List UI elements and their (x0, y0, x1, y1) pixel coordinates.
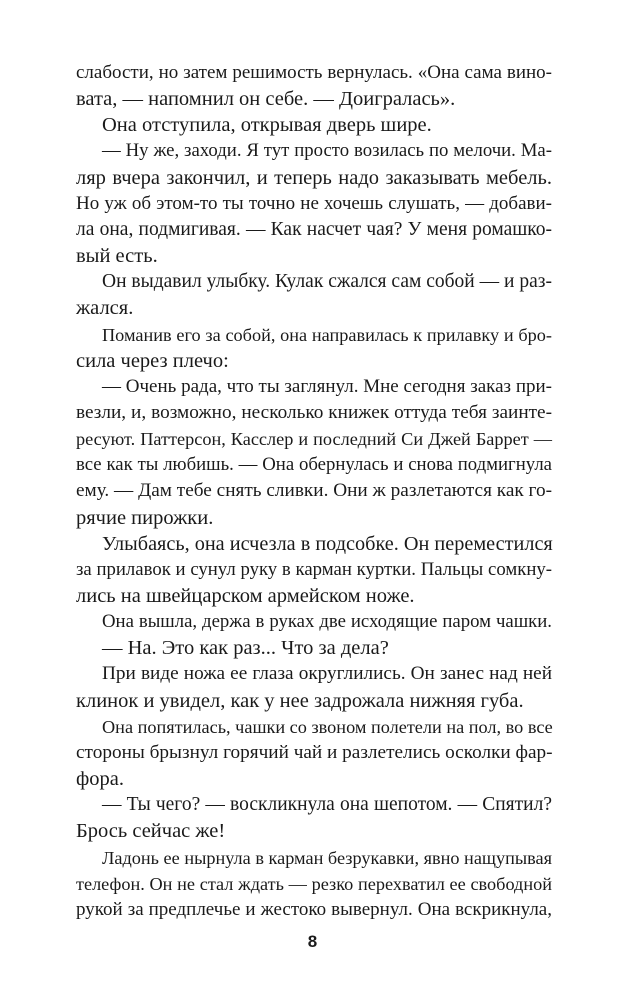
text-line: ла она, подмигивая. — Как насчет чая? У меня ромашко- (76, 218, 552, 240)
text-line: — На. Это как раз... Что за дела? (102, 637, 389, 660)
text-line: Брось сейчас же! (76, 820, 226, 843)
text-line: ляр вчера закончил, и теперь надо заказывать мебель. (76, 166, 552, 189)
text-line: Но уж об этом-то ты точно не хочешь слушать, — добави- (76, 192, 552, 214)
text-line: лись на швейцарском армейском ноже. (76, 585, 415, 607)
text-line: Улыбаясь, она исчезла в подсобке. Он переместился (102, 532, 553, 555)
text-line: слабости, но затем решимость вернулась. «Она сама вино- (76, 62, 552, 83)
text-line: — Очень рада, что ты заглянул. Мне сегодня заказ при- (102, 375, 552, 397)
text-line: все как ты любишь. — Она обернулась и снова подмигнула (76, 454, 552, 476)
text-line: Она отступила, открывая дверь шире. (102, 114, 432, 137)
text-line: — Ты чего? — воскликнула она шепотом. — Спятил? (102, 794, 552, 816)
text-line: телефон. Он не стал ждать — резко перехватил ее свободной (76, 873, 552, 894)
text-line: жался. (76, 297, 134, 320)
text-line: Ладонь ее нырнула в карман безрукавки, явно нащупывая (102, 847, 552, 868)
text-line: ему. — Дам тебе снять сливки. Они ж разлетаются как го- (76, 480, 552, 502)
text-line: везли, и, возможно, несколько книжек оттуда тебя заинте- (76, 401, 552, 423)
text-line: фора. (76, 768, 125, 791)
page-number: 8 (307, 932, 318, 951)
text-line: стороны брызнул горячий чай и разлетелись осколки фар- (76, 741, 553, 763)
text-line: Он выдавил улыбку. Кулак сжался сам собой — и раз- (102, 271, 552, 293)
text-line: рукой за предплечье и жестоко вывернул. Она вскрикнула, (76, 898, 552, 920)
text-line: вый есть. (76, 245, 158, 268)
text-line: Она попятилась, чашки со звоном полетели на пол, во все (102, 716, 553, 737)
text-line: — Ну же, заходи. Я тут просто возилась по мелочи. Ма- (102, 140, 552, 162)
text-line: вата, — напомнил он себе. — Доигралась». (76, 88, 456, 111)
text-line: При виде ножа ее глаза округлились. Он занес над ней (102, 663, 552, 685)
text-line: рячие пирожки. (76, 506, 214, 529)
text-line: за прилавок и сунул руку в карман куртки. Пальцы сомкну- (76, 558, 552, 580)
text-line: клинок и увидел, как у нее задрожала нижняя губа. (76, 689, 524, 712)
text-line: Она вышла, держа в руках две исходящие паром чашки. (102, 611, 552, 633)
text-line: сила через плечо: (76, 349, 229, 372)
text-line: ресуют. Паттерсон, Касслер и последний Си Джей Баррет — (76, 429, 552, 450)
text-line: Поманив его за собой, она направилась к прилавку и бро- (102, 324, 552, 345)
